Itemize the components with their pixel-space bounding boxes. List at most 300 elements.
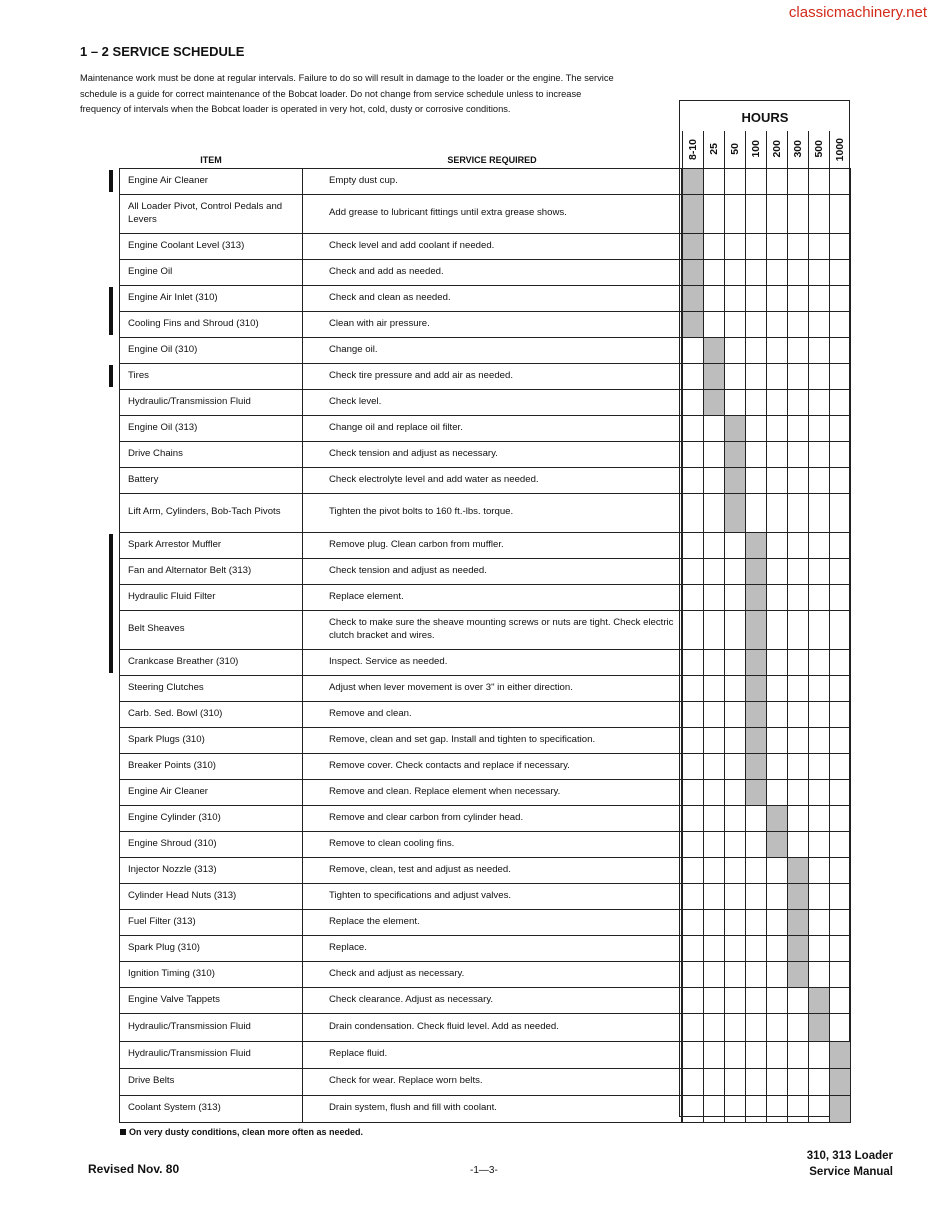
schedule-row (120, 467, 851, 493)
interval-mark (746, 675, 767, 701)
hour-cell (746, 467, 767, 493)
hour-cell (788, 467, 809, 493)
interval-mark (767, 805, 788, 831)
service-cell: Check to make sure the sheave mounting screws or nuts are tight. Check electric clutch bracket and wires. (303, 610, 682, 649)
hour-cell (746, 168, 767, 194)
interval-mark (830, 1041, 851, 1068)
hour-cell (788, 311, 809, 337)
schedule-row (120, 961, 851, 987)
hour-cell (725, 1068, 746, 1095)
schedule-row (120, 857, 851, 883)
interval-mark (809, 987, 830, 1013)
hour-cell (830, 259, 851, 285)
interval-mark (746, 558, 767, 584)
interval-mark (683, 233, 704, 259)
hour-cell (683, 1095, 704, 1122)
hour-cell (725, 779, 746, 805)
revised-date: Revised Nov. 80 (88, 1162, 180, 1176)
hour-cell (683, 1013, 704, 1041)
schedule-row (120, 805, 851, 831)
hour-cell (767, 584, 788, 610)
hour-cell (809, 493, 830, 532)
service-cell: Check level. (303, 389, 682, 415)
hour-cell (809, 467, 830, 493)
hour-cell (725, 961, 746, 987)
schedule-row (120, 779, 851, 805)
hour-cell (746, 311, 767, 337)
watermark: classicmachinery.net (788, 4, 927, 21)
hour-cell (830, 1013, 851, 1041)
hour-cell (704, 194, 725, 233)
hour-cell (767, 194, 788, 233)
hour-header-1: 25 (704, 131, 725, 168)
schedule-row (120, 727, 851, 753)
hour-cell (725, 909, 746, 935)
hour-cell (704, 649, 725, 675)
hour-cell (725, 753, 746, 779)
hour-cell (788, 649, 809, 675)
schedule-row (120, 259, 851, 285)
hour-cell (809, 779, 830, 805)
interval-mark (746, 779, 767, 805)
hour-cell (830, 987, 851, 1013)
hour-header-3: 100 (746, 131, 767, 168)
schedule-row (120, 337, 851, 363)
hour-cell (809, 441, 830, 467)
hour-cell (830, 285, 851, 311)
service-cell: Add grease to lubricant fittings until extra grease shows. (303, 194, 682, 233)
hour-cell (683, 831, 704, 857)
service-cell: Check tension and adjust as necessary. (303, 441, 682, 467)
hour-cell (725, 610, 746, 649)
hour-cell (830, 363, 851, 389)
hour-cell (725, 987, 746, 1013)
hour-cell (704, 675, 725, 701)
hour-cell (683, 857, 704, 883)
item-cell: Injector Nozzle (313) (120, 857, 303, 883)
item-cell: Engine Coolant Level (313) (120, 233, 303, 259)
hour-cell (725, 1095, 746, 1122)
service-cell: Check and clean as needed. (303, 285, 682, 311)
hour-cell (746, 194, 767, 233)
hour-cell (830, 961, 851, 987)
hour-cell (767, 467, 788, 493)
item-cell: Spark Plugs (310) (120, 727, 303, 753)
hour-cell (788, 389, 809, 415)
schedule-row (120, 441, 851, 467)
interval-mark (788, 909, 809, 935)
hour-cell (788, 701, 809, 727)
hour-cell (746, 1095, 767, 1122)
hour-cell (725, 701, 746, 727)
hour-cell (830, 493, 851, 532)
hour-header-2: 50 (725, 131, 746, 168)
hour-cell (704, 987, 725, 1013)
hour-cell (704, 285, 725, 311)
hour-cell (704, 909, 725, 935)
service-cell: Check clearance. Adjust as necessary. (303, 987, 682, 1013)
hour-cell (704, 883, 725, 909)
hour-cell (746, 805, 767, 831)
hour-cell (767, 532, 788, 558)
hour-cell (767, 168, 788, 194)
hour-cell (725, 831, 746, 857)
interval-mark (830, 1095, 851, 1122)
hour-cell (725, 311, 746, 337)
interval-mark (746, 649, 767, 675)
hour-cell (767, 857, 788, 883)
hour-cell (830, 194, 851, 233)
hour-cell (830, 610, 851, 649)
service-cell: Replace. (303, 935, 682, 961)
marker-square-icon (120, 1129, 126, 1135)
hour-cell (830, 675, 851, 701)
schedule-row (120, 558, 851, 584)
hour-cell (704, 584, 725, 610)
hour-cell (788, 415, 809, 441)
hour-cell (809, 194, 830, 233)
hour-cell (788, 194, 809, 233)
schedule-row (120, 935, 851, 961)
item-cell: Crankcase Breather (310) (120, 649, 303, 675)
hour-cell (704, 1095, 725, 1122)
hour-cell (830, 311, 851, 337)
item-cell: Drive Chains (120, 441, 303, 467)
hour-cell (683, 441, 704, 467)
interval-mark (746, 610, 767, 649)
item-cell: Engine Shroud (310) (120, 831, 303, 857)
schedule-row (120, 532, 851, 558)
item-cell: Engine Oil (310) (120, 337, 303, 363)
service-cell: Check tension and adjust as needed. (303, 558, 682, 584)
item-cell: Engine Oil (313) (120, 415, 303, 441)
hour-cell (746, 337, 767, 363)
hour-cell (683, 883, 704, 909)
hour-cell (704, 961, 725, 987)
hour-cell (767, 415, 788, 441)
hour-cell (704, 467, 725, 493)
hour-cell (767, 1095, 788, 1122)
hour-cell (767, 727, 788, 753)
hour-cell (683, 779, 704, 805)
hour-cell (746, 441, 767, 467)
hour-cell (725, 857, 746, 883)
hour-cell (809, 311, 830, 337)
section-title: 1 – 2 SERVICE SCHEDULE (80, 44, 245, 59)
item-cell: Engine Air Cleaner (120, 168, 303, 194)
hour-cell (704, 935, 725, 961)
change-bar (109, 170, 113, 192)
item-cell: All Loader Pivot, Control Pedals and Levers (120, 194, 303, 233)
hour-cell (704, 532, 725, 558)
hour-cell (809, 857, 830, 883)
hour-cell (704, 701, 725, 727)
hour-cell (809, 415, 830, 441)
hour-cell (809, 831, 830, 857)
hour-cell (809, 389, 830, 415)
service-cell: Clean with air pressure. (303, 311, 682, 337)
hour-cell (788, 1013, 809, 1041)
service-cell: Tighten the pivot bolts to 160 ft.-lbs. torque. (303, 493, 682, 532)
hour-cell (746, 987, 767, 1013)
change-bar (109, 365, 113, 387)
hour-cell (788, 610, 809, 649)
schedule-row (120, 233, 851, 259)
hour-cell (809, 727, 830, 753)
hour-header-6: 500 (809, 131, 830, 168)
hour-cell (767, 610, 788, 649)
hour-cell (725, 727, 746, 753)
schedule-row (120, 649, 851, 675)
hour-cell (746, 285, 767, 311)
service-cell: Change oil and replace oil filter. (303, 415, 682, 441)
item-cell: Engine Air Inlet (310) (120, 285, 303, 311)
hour-cell (704, 441, 725, 467)
hour-cell (830, 389, 851, 415)
hour-cell (788, 493, 809, 532)
hour-cell (830, 727, 851, 753)
interval-mark (683, 259, 704, 285)
hour-cell (767, 259, 788, 285)
hour-cell (704, 1068, 725, 1095)
item-cell: Fuel Filter (313) (120, 909, 303, 935)
hours-title: HOURS (741, 110, 789, 125)
hour-cell (683, 493, 704, 532)
hour-cell (767, 649, 788, 675)
hour-cell (767, 701, 788, 727)
hour-header-7: 1000 (830, 131, 851, 168)
service-cell: Remove and clear carbon from cylinder head. (303, 805, 682, 831)
service-cell: Check and add as needed. (303, 259, 682, 285)
interval-mark (704, 389, 725, 415)
model-line-1: 310, 313 Loader (806, 1150, 893, 1162)
hour-cell (788, 233, 809, 259)
interval-mark (725, 467, 746, 493)
hour-cell (704, 610, 725, 649)
hour-cell (683, 935, 704, 961)
item-cell: Spark Plug (310) (120, 935, 303, 961)
item-cell: Spark Arrestor Muffler (120, 532, 303, 558)
interval-mark (788, 935, 809, 961)
hour-cell (683, 727, 704, 753)
interval-mark (725, 415, 746, 441)
hour-cell (767, 233, 788, 259)
hour-cell (809, 363, 830, 389)
interval-mark (683, 285, 704, 311)
service-cell: Empty dust cup. (303, 168, 682, 194)
hour-cell (809, 259, 830, 285)
service-cell: Remove and clean. (303, 701, 682, 727)
hour-cell (746, 1041, 767, 1068)
hour-cell (683, 987, 704, 1013)
interval-mark (788, 857, 809, 883)
item-cell: Engine Oil (120, 259, 303, 285)
hour-cell (809, 675, 830, 701)
hour-cell (767, 675, 788, 701)
hour-cell (683, 961, 704, 987)
hour-cell (704, 857, 725, 883)
hour-cell (725, 935, 746, 961)
hour-cell (704, 415, 725, 441)
hour-cell (746, 909, 767, 935)
hour-cell (788, 532, 809, 558)
item-cell: Hydraulic/Transmission Fluid (120, 1041, 303, 1068)
hour-cell (788, 558, 809, 584)
hour-cell (725, 194, 746, 233)
manual-title (807, 1148, 893, 1180)
hour-cell (788, 987, 809, 1013)
item-cell: Engine Valve Tappets (120, 987, 303, 1013)
interval-mark (746, 753, 767, 779)
hour-cell (830, 168, 851, 194)
service-cell: Remove to clean cooling fins. (303, 831, 682, 857)
schedule-row (120, 363, 851, 389)
hour-cell (788, 779, 809, 805)
hour-cell (809, 701, 830, 727)
hour-cell (746, 363, 767, 389)
hour-cell (809, 532, 830, 558)
hour-cell (809, 909, 830, 935)
schedule-row (120, 1013, 851, 1041)
hour-cell (746, 831, 767, 857)
hour-cell (683, 1041, 704, 1068)
hour-cell (767, 883, 788, 909)
hour-cell (788, 727, 809, 753)
interval-mark (746, 727, 767, 753)
hour-cell (746, 883, 767, 909)
service-cell: Check tire pressure and add air as needed. (303, 363, 682, 389)
hour-cell (830, 857, 851, 883)
hour-cell (788, 675, 809, 701)
hour-cell (788, 441, 809, 467)
hour-cell (809, 961, 830, 987)
hour-cell (809, 1095, 830, 1122)
item-cell: Carb. Sed. Bowl (310) (120, 701, 303, 727)
schedule-row (120, 168, 851, 194)
service-cell: Remove plug. Clean carbon from muffler. (303, 532, 682, 558)
service-cell: Inspect. Service as needed. (303, 649, 682, 675)
service-cell: Replace element. (303, 584, 682, 610)
service-cell: Remove cover. Check contacts and replace if necessary. (303, 753, 682, 779)
hour-cell (704, 493, 725, 532)
schedule-row (120, 493, 851, 532)
hour-header-4: 200 (767, 131, 788, 168)
hour-cell (704, 753, 725, 779)
header-row (120, 131, 851, 168)
schedule-row (120, 584, 851, 610)
item-cell: Engine Cylinder (310) (120, 805, 303, 831)
hour-cell (725, 805, 746, 831)
hour-cell (830, 415, 851, 441)
item-cell: Steering Clutches (120, 675, 303, 701)
hour-cell (704, 311, 725, 337)
item-cell: Hydraulic/Transmission Fluid (120, 1013, 303, 1041)
hour-cell (683, 337, 704, 363)
col-service-header: SERVICE REQUIRED (447, 154, 537, 165)
service-cell: Remove, clean, test and adjust as needed. (303, 857, 682, 883)
item-cell: Tires (120, 363, 303, 389)
interval-mark (746, 701, 767, 727)
item-cell: Hydraulic Fluid Filter (120, 584, 303, 610)
interval-mark (683, 168, 704, 194)
hour-cell (809, 1041, 830, 1068)
schedule-row (120, 311, 851, 337)
hour-cell (830, 649, 851, 675)
hour-cell (788, 168, 809, 194)
interval-mark (704, 337, 725, 363)
hour-header-0: 8-10 (683, 131, 704, 168)
schedule-row (120, 389, 851, 415)
hour-cell (788, 805, 809, 831)
service-cell: Drain condensation. Check fluid level. Add as needed. (303, 1013, 682, 1041)
footnote: On very dusty conditions, clean more often as needed. (120, 1127, 363, 1137)
change-bar (109, 534, 113, 673)
hour-cell (746, 493, 767, 532)
service-cell: Tighten to specifications and adjust valves. (303, 883, 682, 909)
interval-mark (788, 883, 809, 909)
service-cell: Change oil. (303, 337, 682, 363)
hour-cell (683, 415, 704, 441)
hour-cell (830, 805, 851, 831)
hour-cell (767, 1041, 788, 1068)
hour-cell (788, 1095, 809, 1122)
item-cell: Ignition Timing (310) (120, 961, 303, 987)
page-number: -1—3- (470, 1165, 498, 1176)
hour-cell (830, 558, 851, 584)
hour-cell (725, 883, 746, 909)
service-cell: Check electrolyte level and add water as needed. (303, 467, 682, 493)
hour-cell (830, 909, 851, 935)
item-cell: Fan and Alternator Belt (313) (120, 558, 303, 584)
hour-cell (683, 610, 704, 649)
service-cell: Check for wear. Replace worn belts. (303, 1068, 682, 1095)
schedule-row (120, 610, 851, 649)
interval-mark (725, 441, 746, 467)
hour-cell (746, 1013, 767, 1041)
item-cell: Lift Arm, Cylinders, Bob-Tach Pivots (120, 493, 303, 532)
schedule-row (120, 1068, 851, 1095)
hour-cell (809, 805, 830, 831)
hour-cell (767, 909, 788, 935)
hour-cell (767, 363, 788, 389)
hour-cell (788, 259, 809, 285)
hour-cell (725, 363, 746, 389)
hour-cell (704, 259, 725, 285)
hour-cell (683, 532, 704, 558)
hour-cell (830, 532, 851, 558)
hour-cell (809, 883, 830, 909)
hour-cell (767, 1068, 788, 1095)
hour-cell (704, 1013, 725, 1041)
hour-cell (767, 987, 788, 1013)
item-cell: Battery (120, 467, 303, 493)
hour-cell (725, 675, 746, 701)
hour-cell (746, 857, 767, 883)
interval-mark (725, 493, 746, 532)
hour-cell (683, 363, 704, 389)
schedule-row (120, 1041, 851, 1068)
hour-cell (725, 1013, 746, 1041)
hour-cell (683, 805, 704, 831)
hour-cell (830, 233, 851, 259)
hour-cell (809, 168, 830, 194)
hour-cell (704, 1041, 725, 1068)
hour-cell (725, 584, 746, 610)
hour-cell (788, 1068, 809, 1095)
hour-cell (830, 753, 851, 779)
hour-cell (809, 233, 830, 259)
hour-cell (830, 337, 851, 363)
